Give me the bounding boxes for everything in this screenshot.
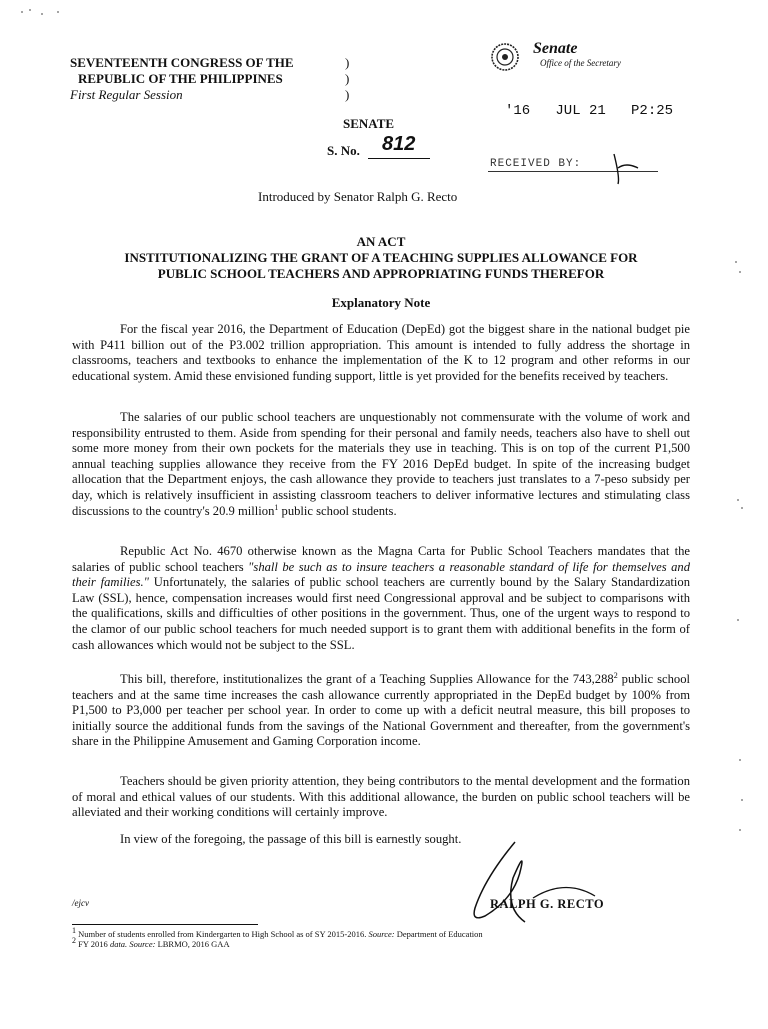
p4-text-a: This bill, therefore, institutionalizes the grant of a Teaching Supplies Allowance for the 743,288 (120, 672, 614, 686)
paragraph-6-text: In view of the foregoing, the passage of this bill is earnestly sought. (120, 832, 462, 846)
footnote-2-data: data. (109, 939, 128, 949)
bill-number: 812 (382, 133, 416, 155)
seal-title: Senate (533, 40, 578, 57)
p3-text-b: Unfortunately, the salaries of public school teachers are currently bound by the Salary Standardization Law (SSL), hence, compensation increases would first need Congressional approval and be subject to comparisons with the qualifications, skills and difficulties of other positions in the government. Thus, one of the urgent ways to respond to the clamor of our public school teachers for much needed support is to grant them with additional benefits in the form of cash allowances which would not be subject to the SSL. (72, 575, 690, 652)
received-signature-mark (608, 148, 648, 188)
handwritten-signature (455, 838, 605, 928)
footnote-2-source-label: Source: (127, 939, 156, 949)
bill-number-line (368, 158, 430, 159)
introduced-by: Introduced by Senator Ralph G. Recto (258, 189, 458, 204)
paragraph-3-text (72, 544, 690, 653)
p2-text-b: public school students. (278, 503, 397, 518)
received-timestamp: '16 JUL 21 P2:25 (505, 103, 674, 119)
paren-3: ) (345, 87, 350, 102)
footnote-2-text: FY 2016 (76, 939, 110, 949)
bill-label: S. No. (327, 143, 360, 158)
title-line-2: INSTITUTIONALIZING THE GRANT OF A TEACHING SUPPLIES ALLOWANCE FOR (124, 250, 638, 265)
paragraph-4 (72, 672, 690, 750)
typist-initials: /ejcv (72, 898, 89, 908)
paragraph-1 (72, 322, 690, 384)
senate-seal-icon (490, 42, 520, 72)
signatory-name: RALPH G. RECTO (490, 897, 605, 911)
footnote-ref-1: 1 (274, 502, 279, 512)
p4-text-b: public school teachers and at the same time increases the cash allowance currently appropriated in the DepEd budget by 100% from P1,500 to P3,000 per teacher per school year. In order to come up with a deficit neutral measure, this bill proposes to initially source the additional funds from the savings of the National Government and thereafter, from the government's share in the Philippine Amusement and Gaming Corporation income. (72, 672, 690, 749)
paragraph-3 (72, 544, 690, 653)
paragraph-5 (72, 774, 690, 821)
footnote-2 (72, 936, 692, 949)
footnote-1 (72, 926, 692, 939)
title-line-3: PUBLIC SCHOOL TEACHERS AND APPROPRIATING FUNDS THEREFOR (157, 266, 605, 281)
paren-2: ) (345, 71, 350, 86)
footnote-divider (72, 924, 258, 925)
footnote-1-mark: 1 (72, 926, 76, 936)
p3-quote: "shall be such as to insure teachers a reasonable standard of life for themselves and their families." (72, 559, 690, 590)
paragraph-2-text (72, 410, 690, 519)
p2-text-a: The salaries of our public school teachers are unquestionably not commensurate with the volume of work and responsibility entrusted to them. Aside from spending for their personal and family needs, teachers also have to shell out some more money from their own pockets for the materials they use in teaching. This is on top of the current P1,500 annual teaching supplies allowance they receive from the FY 2016 DepEd budget. In spite of the increasing budget allocation that the Department enjoys, the cash allowance they provide to teachers just translates to a 7-peso subsidy per day, which is relatively insufficient in assisting classroom teachers to deliver informative lectures and stimulating class discussions to the country's 20.9 million (72, 410, 690, 518)
chamber-label: SENATE (343, 116, 395, 131)
seal-office: Office of the Secretary (540, 58, 621, 68)
congress-line-1: SEVENTEENTH CONGRESS OF THE (70, 55, 294, 70)
footnote-2-source: LBRMO, 2016 GAA (155, 939, 230, 949)
paragraph-2 (72, 410, 690, 519)
footnote-ref-2: 2 (613, 670, 618, 680)
paragraph-4-text (72, 672, 690, 750)
footnote-1-source-label: Source: (368, 929, 395, 939)
paragraph-5-text: Teachers should be given priority attention, they being contributors to the mental development and the formation of moral and ethical values of our students. With this additional allowance, the burden on public school teachers will be alleviated and their working conditions will certainly improve. (72, 774, 690, 820)
paren-1: ) (345, 55, 350, 70)
explanatory-note-heading: Explanatory Note (331, 295, 431, 310)
title-line-1: AN ACT (356, 234, 406, 249)
footnote-2-mark: 2 (72, 936, 76, 946)
paragraph-1-text: For the fiscal year 2016, the Department of Education (DepEd) got the biggest share in the national budget pie with P411 billion out of the P3.002 trillion appropriation. This amount is intended to fully address the shortage in classrooms, teachers and textbooks to enhance the implementation of the K to 12 program and other reforms in our educational system. Amid these envisioned funding support, little is yet provided for the benefits received by teachers. (72, 322, 690, 383)
received-by-label: RECEIVED BY: (490, 158, 582, 170)
footnote-1-source: Department of Education (394, 929, 483, 939)
footnote-1-text: Number of students enrolled from Kindergarten to High School as of SY 2015-2016. (76, 929, 369, 939)
session-label: First Regular Session (70, 87, 183, 102)
congress-line-2: REPUBLIC OF THE PHILIPPINES (78, 71, 283, 86)
p3-text-a: Republic Act No. 4670 otherwise known as the Magna Carta for Public School Teachers mandates that the salaries of public school teachers (72, 544, 690, 574)
